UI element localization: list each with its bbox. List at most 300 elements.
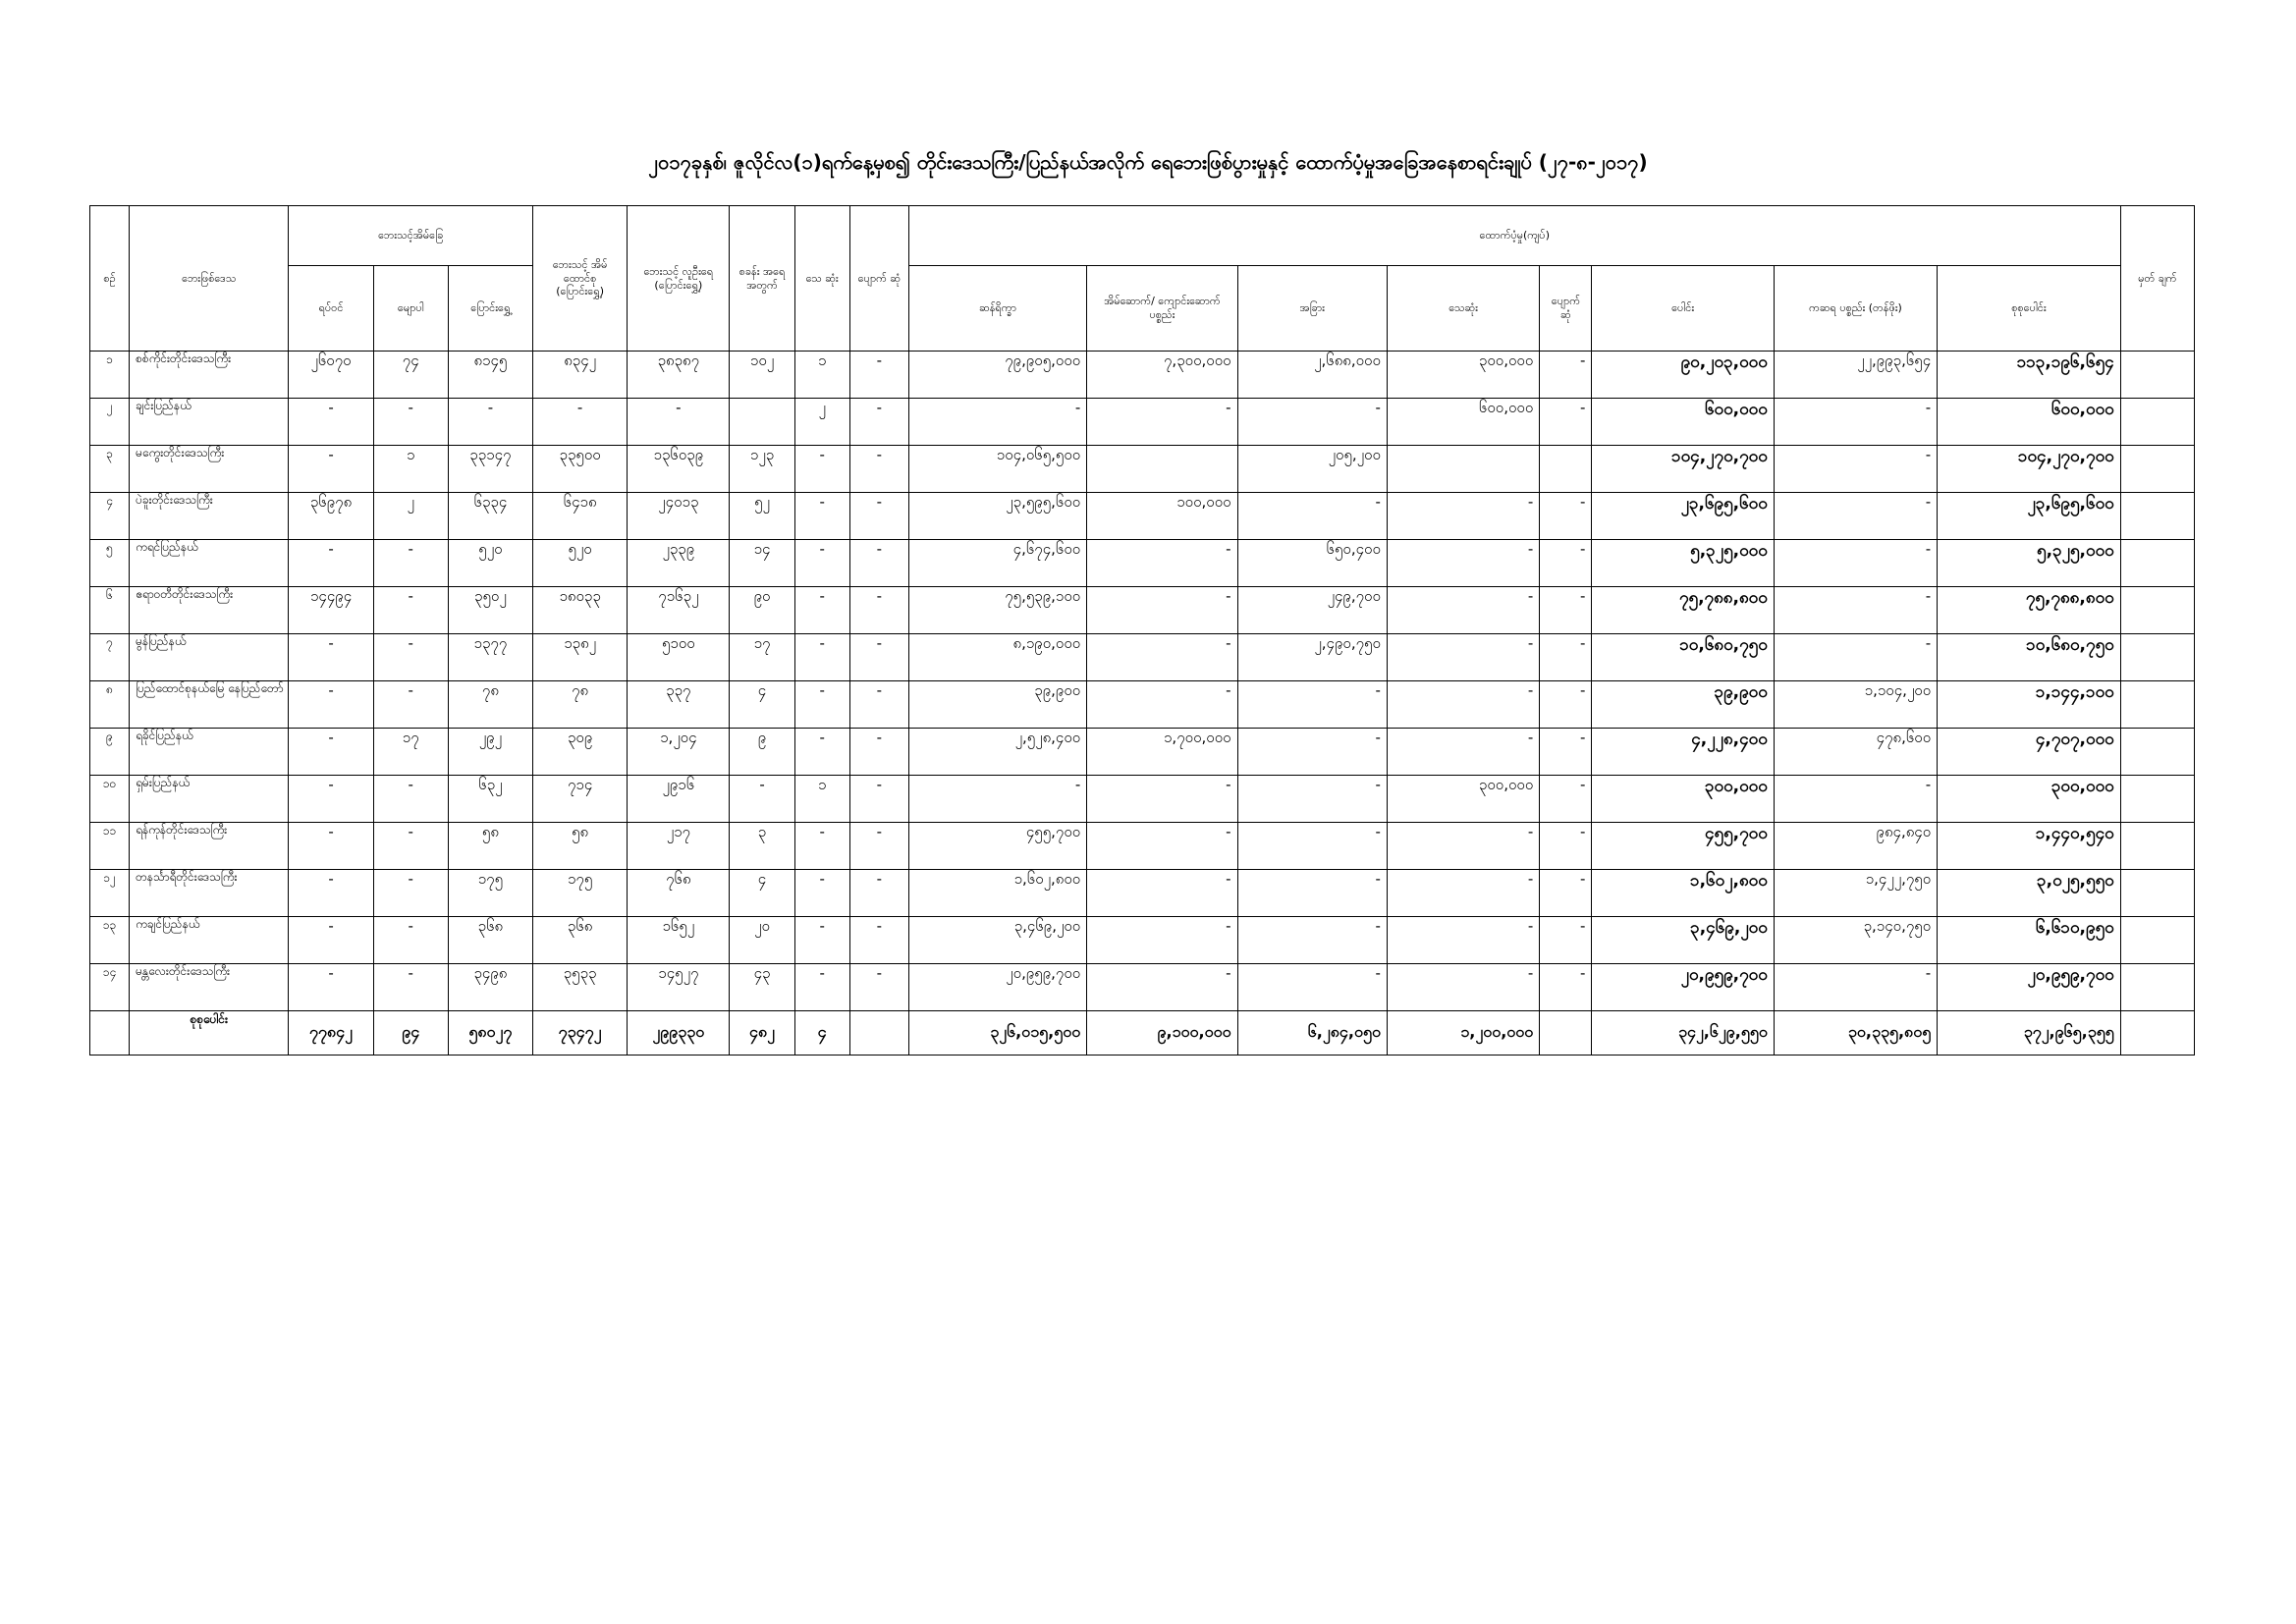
cell-no: ၂ (90, 399, 130, 446)
cell-remarks (2120, 823, 2194, 870)
cell-other: - (1237, 776, 1387, 823)
cell-material: ၂၂,၉၉၃,၆၅၄ (1774, 352, 1937, 399)
cell-death-support: - (1387, 587, 1539, 634)
cell-people: ၁၄၅၂၇ (628, 964, 730, 1011)
cell-people: ၁၃၆၀၃၉ (628, 446, 730, 493)
table-row (90, 540, 2195, 587)
cell-deaths: - (794, 823, 849, 870)
table-row (90, 870, 2195, 917)
table-row (90, 587, 2195, 634)
cell-grand-total: ၁၀၄,၂၇၀,၇၀၀ (1938, 446, 2121, 493)
cell-grand-total: ၃၀၀,၀၀၀ (1938, 776, 2121, 823)
cell-grand-total: ၃,၀၂၅,၅၅၀ (1938, 870, 2121, 917)
cell-total: ၃၀၀,၀၀၀ (1592, 776, 1774, 823)
cell-households: - (289, 446, 373, 493)
cell-material: - (1774, 776, 1937, 823)
cell-housing: - (1087, 917, 1237, 964)
cell-material: - (1774, 540, 1937, 587)
cell-families: ၃၀၉ (533, 729, 628, 776)
cell-material: - (1774, 634, 1937, 681)
table-row (90, 823, 2195, 870)
cell-moved: ၅၈ (448, 823, 532, 870)
cell-other: - (1237, 399, 1387, 446)
header-households: ရပ်ဝင် (289, 266, 373, 352)
table-row (90, 399, 2195, 446)
totals-households: ၇၇၈၄၂ (289, 1011, 373, 1056)
cell-camps: - (730, 776, 794, 823)
cell-grand-total: ၄,၇၀၇,၀၀၀ (1938, 729, 2121, 776)
cell-deaths: ၂ (794, 399, 849, 446)
cell-moved: ၂၉၂ (448, 729, 532, 776)
cell-death-support: - (1387, 870, 1539, 917)
totals-missing-support (1540, 1011, 1592, 1056)
table-row (90, 681, 2195, 729)
cell-missing-support: - (1540, 964, 1592, 1011)
cell-other: ၂,၆၈၈,၀၀၀ (1237, 352, 1387, 399)
cell-missing-support: - (1540, 870, 1592, 917)
cell-housing (1087, 446, 1237, 493)
cell-moved: ၃၅၀၂ (448, 587, 532, 634)
cell-material: - (1774, 964, 1937, 1011)
cell-other: ၂,၄၉၀,၇၅၀ (1237, 634, 1387, 681)
cell-missing: - (849, 352, 908, 399)
cell-camps: ၄ (730, 681, 794, 729)
cell-region: မန္တလေးတိုင်းဒေသကြီး (130, 964, 289, 1011)
cell-material: ၄၇၈,၆၀၀ (1774, 729, 1937, 776)
cell-moved: ၈၁၄၅ (448, 352, 532, 399)
cell-missing: - (849, 634, 908, 681)
cell-death-support (1387, 446, 1539, 493)
cell-camps: ၃ (730, 823, 794, 870)
cell-region: ချင်းပြည်နယ် (130, 399, 289, 446)
cell-remarks (2120, 964, 2194, 1011)
cell-material: ၁,၁၀၄,၂၀၀ (1774, 681, 1937, 729)
cell-total: ၅,၃၂၅,၀၀၀ (1592, 540, 1774, 587)
cell-housing: - (1087, 587, 1237, 634)
cell-people: ၂၉၁၆ (628, 776, 730, 823)
cell-camps: ၄ (730, 870, 794, 917)
cell-total: ၂၃,၆၉၅,၆၀၀ (1592, 493, 1774, 540)
cell-total: ၆၀၀,၀၀၀ (1592, 399, 1774, 446)
relief-summary-table (89, 205, 2195, 1056)
cell-death-support: - (1387, 540, 1539, 587)
totals-row (90, 1011, 2195, 1056)
cell-missing: - (849, 587, 908, 634)
header-houses: မျောပါ (373, 266, 448, 352)
cell-moved: ၇၈ (448, 681, 532, 729)
cell-death-support: ၆၀၀,၀၀၀ (1387, 399, 1539, 446)
cell-camps: ၂၀ (730, 917, 794, 964)
cell-households: - (289, 823, 373, 870)
cell-missing: - (849, 493, 908, 540)
cell-families: - (533, 399, 628, 446)
cell-remarks (2120, 446, 2194, 493)
cell-houses: - (373, 587, 448, 634)
cell-cash: ၇၅,၅၃၉,၁၀၀ (908, 587, 1086, 634)
cell-death-support: - (1387, 729, 1539, 776)
cell-missing-support: - (1540, 587, 1592, 634)
cell-cash: ၄၅၅,၇၀၀ (908, 823, 1086, 870)
cell-deaths: ၁ (794, 776, 849, 823)
cell-housing: - (1087, 870, 1237, 917)
cell-families: ၇၈ (533, 681, 628, 729)
cell-people: ၂၄၀၁၃ (628, 493, 730, 540)
cell-people: ၅၁၀၀ (628, 634, 730, 681)
cell-housing: - (1087, 823, 1237, 870)
cell-no: ၇ (90, 634, 130, 681)
cell-total: ၁၀၄,၂၇၀,၇၀၀ (1592, 446, 1774, 493)
cell-total: ၃၉,၉၀၀ (1592, 681, 1774, 729)
cell-death-support: - (1387, 681, 1539, 729)
cell-region: တနင်္သာရီတိုင်းဒေသကြီး (130, 870, 289, 917)
cell-houses: - (373, 776, 448, 823)
cell-camps: ၉ (730, 729, 794, 776)
header-total: ပေါင်း (1592, 266, 1774, 352)
cell-houses: - (373, 870, 448, 917)
cell-remarks (2120, 917, 2194, 964)
cell-remarks (2120, 493, 2194, 540)
cell-total: ၉၀,၂၀၃,၀၀၀ (1592, 352, 1774, 399)
cell-people: ၂၁၇ (628, 823, 730, 870)
header-other: အခြား (1237, 266, 1387, 352)
cell-houses: ၁၇ (373, 729, 448, 776)
cell-no: ၈ (90, 681, 130, 729)
cell-families: ၅၈ (533, 823, 628, 870)
cell-death-support: ၃၀၀,၀၀၀ (1387, 776, 1539, 823)
cell-other: - (1237, 823, 1387, 870)
cell-people: ၃၃၇ (628, 681, 730, 729)
cell-houses: - (373, 964, 448, 1011)
cell-no: ၁ (90, 352, 130, 399)
totals-families: ၇၃၄၇၂ (533, 1011, 628, 1056)
header-serial: စဥ် (90, 206, 130, 352)
totals-serial-cell (90, 1011, 130, 1056)
cell-material: ၉၈၄,၈၄၀ (1774, 823, 1937, 870)
cell-grand-total: ၁၀,၆၈၀,၇၅၀ (1938, 634, 2121, 681)
header-death-support: သေဆုံး (1387, 266, 1539, 352)
cell-deaths: ၁ (794, 352, 849, 399)
header-grand-total: စုစုပေါင်း (1938, 266, 2121, 352)
cell-region: ကချင်ပြည်နယ် (130, 917, 289, 964)
cell-remarks (2120, 776, 2194, 823)
cell-death-support: - (1387, 634, 1539, 681)
cell-no: ၁၁ (90, 823, 130, 870)
cell-death-support: - (1387, 493, 1539, 540)
cell-no: ၄ (90, 493, 130, 540)
header-missing: ပျောက် ဆုံ (849, 206, 908, 352)
cell-total: ၄၅၅,၇၀၀ (1592, 823, 1774, 870)
cell-missing-support: - (1540, 776, 1592, 823)
cell-region: ရှမ်းပြည်နယ် (130, 776, 289, 823)
cell-region: ကရင်ပြည်နယ် (130, 540, 289, 587)
totals-label: စုစုပေါင်း (130, 1011, 289, 1056)
cell-missing: - (849, 823, 908, 870)
table-row (90, 964, 2195, 1011)
cell-moved: ၃၆၈ (448, 917, 532, 964)
cell-total: ၁,၆၀၂,၈၀၀ (1592, 870, 1774, 917)
cell-camps (730, 399, 794, 446)
cell-houses: ၇၄ (373, 352, 448, 399)
cell-missing-support: - (1540, 823, 1592, 870)
cell-remarks (2120, 352, 2194, 399)
cell-missing: - (849, 399, 908, 446)
cell-moved: ၆၃၂ (448, 776, 532, 823)
cell-total: ၂၀,၉၅၉,၇၀၀ (1592, 964, 1774, 1011)
cell-remarks (2120, 870, 2194, 917)
cell-missing-support: - (1540, 634, 1592, 681)
totals-cash: ၃၂၆,၀၁၅,၅၀၀ (908, 1011, 1086, 1056)
cell-missing-support: - (1540, 493, 1592, 540)
cell-families: ၃၅၃၃ (533, 964, 628, 1011)
cell-deaths: - (794, 870, 849, 917)
cell-moved: ၃၄၉၈ (448, 964, 532, 1011)
cell-grand-total: ၂၃,၆၉၅,၆၀၀ (1938, 493, 2121, 540)
cell-deaths: - (794, 493, 849, 540)
cell-families: ၈၃၄၂ (533, 352, 628, 399)
header-moved: ပြောင်းရွှေ့ (448, 266, 532, 352)
cell-remarks (2120, 587, 2194, 634)
cell-missing: - (849, 540, 908, 587)
header-deaths: သေ ဆုံး (794, 206, 849, 352)
cell-other: ၆၅၀,၄၀၀ (1237, 540, 1387, 587)
totals-camps: ၄၈၂ (730, 1011, 794, 1056)
cell-households: ၂၆၀၇၀ (289, 352, 373, 399)
cell-moved: - (448, 399, 532, 446)
cell-cash: ၃,၄၆၉,၂၀၀ (908, 917, 1086, 964)
totals-total: ၃၄၂,၆၂၉,၅၅၀ (1592, 1011, 1774, 1056)
cell-cash: ၁၀၄,၀၆၅,၅၀၀ (908, 446, 1086, 493)
cell-cash: ၂,၅၂၈,၄၀၀ (908, 729, 1086, 776)
cell-people: ၁၆၅၂ (628, 917, 730, 964)
cell-remarks (2120, 634, 2194, 681)
cell-moved: ၅၂၀ (448, 540, 532, 587)
cell-missing: - (849, 776, 908, 823)
cell-total: ၄,၂၂၈,၄၀၀ (1592, 729, 1774, 776)
cell-other: - (1237, 917, 1387, 964)
cell-missing-support: - (1540, 540, 1592, 587)
cell-households: - (289, 634, 373, 681)
header-region: ဘေးဖြစ်ဒေသ (130, 206, 289, 352)
cell-cash: ၈,၁၉၀,၀၀၀ (908, 634, 1086, 681)
cell-deaths: - (794, 540, 849, 587)
table-row (90, 446, 2195, 493)
cell-housing: - (1087, 634, 1237, 681)
cell-grand-total: ၂၀,၉၅၉,၇၀၀ (1938, 964, 2121, 1011)
header-material: ကဆရ ပစ္စည်း (တန်ဖိုး) (1774, 266, 1937, 352)
cell-other: ၂၄၉,၇၀၀ (1237, 587, 1387, 634)
cell-deaths: - (794, 729, 849, 776)
cell-cash: - (908, 776, 1086, 823)
cell-camps: ၁၄ (730, 540, 794, 587)
cell-no: ၅ (90, 540, 130, 587)
cell-housing: ၁,၇၀၀,၀၀၀ (1087, 729, 1237, 776)
header-affected-people: ဘေးသင့် လူဦးရေ (ပြောင်းရွှေ့) (628, 206, 730, 352)
cell-housing: - (1087, 964, 1237, 1011)
cell-region: ရန်ကုန်တိုင်းဒေသကြီး (130, 823, 289, 870)
cell-missing-support: - (1540, 399, 1592, 446)
cell-grand-total: ၁,၁၄၄,၁၀၀ (1938, 681, 2121, 729)
totals-death-support: ၁,၂၀၀,၀၀၀ (1387, 1011, 1539, 1056)
totals-grand-total: ၃၇၂,၉၆၅,၃၅၅ (1938, 1011, 2121, 1056)
cell-other: - (1237, 870, 1387, 917)
cell-cash: - (908, 399, 1086, 446)
cell-cash: ၇၉,၉၀၅,၀၀၀ (908, 352, 1086, 399)
totals-missing (849, 1011, 908, 1056)
cell-region: ပြည်ထောင်စုနယ်မြေ နေပြည်တော် (130, 681, 289, 729)
cell-housing: ၁၀၀,၀၀၀ (1087, 493, 1237, 540)
table-row (90, 493, 2195, 540)
totals-moved: ၅၈၀၂၇ (448, 1011, 532, 1056)
cell-households: - (289, 729, 373, 776)
cell-other: - (1237, 681, 1387, 729)
cell-camps: ၁၇ (730, 634, 794, 681)
cell-moved: ၆၃၃၄ (448, 493, 532, 540)
totals-material: ၃၀,၃၃၅,၈၀၅ (1774, 1011, 1937, 1056)
cell-families: ၃၆၈ (533, 917, 628, 964)
cell-material: - (1774, 446, 1937, 493)
totals-other: ၆,၂၈၄,၀၅၀ (1237, 1011, 1387, 1056)
cell-houses: - (373, 917, 448, 964)
cell-households: - (289, 917, 373, 964)
cell-missing: - (849, 681, 908, 729)
cell-missing: - (849, 446, 908, 493)
cell-grand-total: ၇၅,၇၈၈,၈၀၀ (1938, 587, 2121, 634)
cell-region: မကွေးတိုင်းဒေသကြီး (130, 446, 289, 493)
header-affected-group: ဘေးသင့်အိမ်ခြေ (289, 206, 533, 266)
cell-missing: - (849, 964, 908, 1011)
cell-remarks (2120, 399, 2194, 446)
cell-missing-support: - (1540, 352, 1592, 399)
cell-grand-total: ၁,၄၄၀,၅၄၀ (1938, 823, 2121, 870)
totals-housing: ၉,၁၀၀,၀၀၀ (1087, 1011, 1237, 1056)
cell-families: ၁၃၈၂ (533, 634, 628, 681)
cell-cash: ၂၀,၉၅၉,၇၀၀ (908, 964, 1086, 1011)
table-row (90, 729, 2195, 776)
cell-cash: ၂၃,၅၉၅,၆၀၀ (908, 493, 1086, 540)
cell-cash: ၄,၆၇၄,၆၀၀ (908, 540, 1086, 587)
cell-other: - (1237, 964, 1387, 1011)
cell-material: - (1774, 587, 1937, 634)
cell-families: ၃၃၅၀၀ (533, 446, 628, 493)
cell-no: ၁၀ (90, 776, 130, 823)
cell-remarks (2120, 540, 2194, 587)
cell-camps: ၁၂၃ (730, 446, 794, 493)
cell-other: ၂၀၅,၂၀၀ (1237, 446, 1387, 493)
cell-camps: ၄၃ (730, 964, 794, 1011)
cell-region: ပဲခူးတိုင်းဒေသကြီး (130, 493, 289, 540)
cell-families: ၁၈၀၃၃ (533, 587, 628, 634)
cell-people: ၃၈၃၈၇ (628, 352, 730, 399)
cell-houses: - (373, 823, 448, 870)
cell-other: - (1237, 729, 1387, 776)
cell-death-support: - (1387, 964, 1539, 1011)
cell-people: ၇၁၆၃၂ (628, 587, 730, 634)
cell-missing: - (849, 917, 908, 964)
cell-no: ၉ (90, 729, 130, 776)
cell-no: ၁၂ (90, 870, 130, 917)
cell-camps: ၉၀ (730, 587, 794, 634)
cell-moved: ၁၃၇၇ (448, 634, 532, 681)
header-remarks: မှတ် ချက် (2120, 206, 2194, 352)
table-row (90, 917, 2195, 964)
cell-deaths: - (794, 917, 849, 964)
document-title: ၂၀၁၇ခုနှစ်၊ ဇူလိုင်လ(၁)ရက်နေ့မှစ၍ တိုင်းဒေသကြီး/ပြည်နယ်အလိုက် ရေဘေးဖြစ်ပွားမှုနှင့် ထောက်ပံ့မှုအခြေအနေစာရင်းချုပ် (၂၇-၈-၂၀၁၇) (648, 150, 1648, 174)
cell-grand-total: ၅,၃၂၅,၀၀၀ (1938, 540, 2121, 587)
cell-camps: ၁၀၂ (730, 352, 794, 399)
cell-remarks (2120, 681, 2194, 729)
cell-houses: - (373, 634, 448, 681)
cell-housing: - (1087, 399, 1237, 446)
cell-no: ၃ (90, 446, 130, 493)
cell-households: - (289, 399, 373, 446)
cell-total: ၃,၄၆၉,၂၀၀ (1592, 917, 1774, 964)
cell-houses: - (373, 399, 448, 446)
cell-houses: ၁ (373, 446, 448, 493)
cell-families: ၁၇၅ (533, 870, 628, 917)
cell-death-support: - (1387, 823, 1539, 870)
cell-households: - (289, 776, 373, 823)
header-support-group: ထောက်ပံ့မှု(ကျပ်) (908, 206, 2120, 266)
cell-missing: - (849, 870, 908, 917)
cell-missing-support: - (1540, 681, 1592, 729)
cell-households: - (289, 870, 373, 917)
cell-total: ၁၀,၆၈၀,၇၅၀ (1592, 634, 1774, 681)
cell-households: ၃၆၉၇၈ (289, 493, 373, 540)
cell-region: မွန်ပြည်နယ် (130, 634, 289, 681)
cell-housing: ၇,၃၀၀,၀၀၀ (1087, 352, 1237, 399)
cell-people: ၇၆၈ (628, 870, 730, 917)
cell-missing-support: - (1540, 729, 1592, 776)
cell-no: ၆ (90, 587, 130, 634)
cell-deaths: - (794, 634, 849, 681)
cell-housing: - (1087, 681, 1237, 729)
table-row (90, 352, 2195, 399)
cell-deaths: - (794, 587, 849, 634)
cell-people: ၁,၂၀၄ (628, 729, 730, 776)
cell-houses: - (373, 540, 448, 587)
cell-material: - (1774, 399, 1937, 446)
cell-houses: - (373, 681, 448, 729)
totals-remarks (2120, 1011, 2194, 1056)
cell-death-support: - (1387, 917, 1539, 964)
cell-people: ၂၃၃၉ (628, 540, 730, 587)
cell-grand-total: ၆,၆၁၀,၉၅၀ (1938, 917, 2121, 964)
cell-remarks (2120, 729, 2194, 776)
cell-region: ရခိုင်ပြည်နယ် (130, 729, 289, 776)
cell-deaths: - (794, 446, 849, 493)
cell-missing-support (1540, 446, 1592, 493)
cell-death-support: ၃၀၀,၀၀၀ (1387, 352, 1539, 399)
header-affected-families: ဘေးသင့် အိမ် ထောင်စု (ပြောင်းရွှေ့) (533, 206, 628, 352)
cell-families: ၅၂၀ (533, 540, 628, 587)
header-camps: စခန်း အရေ အတွက် (730, 206, 794, 352)
cell-people: - (628, 399, 730, 446)
cell-moved: ၁၇၅ (448, 870, 532, 917)
header-housing: အိမ်ဆောက်/ ကျောင်းဆောက် ပစ္စည်း (1087, 266, 1237, 352)
cell-moved: ၃၃၁၄၇ (448, 446, 532, 493)
cell-total: ၇၅,၇၈၈,၈၀၀ (1592, 587, 1774, 634)
cell-housing: - (1087, 540, 1237, 587)
cell-material: ၁,၄၂၂,၇၅၀ (1774, 870, 1937, 917)
cell-other: - (1237, 493, 1387, 540)
cell-families: ၇၁၄ (533, 776, 628, 823)
totals-people: ၂၉၉၃၃၀ (628, 1011, 730, 1056)
cell-deaths: - (794, 681, 849, 729)
cell-households: - (289, 681, 373, 729)
cell-cash: ၃၉,၉၀၀ (908, 681, 1086, 729)
cell-households: - (289, 540, 373, 587)
cell-missing-support: - (1540, 917, 1592, 964)
